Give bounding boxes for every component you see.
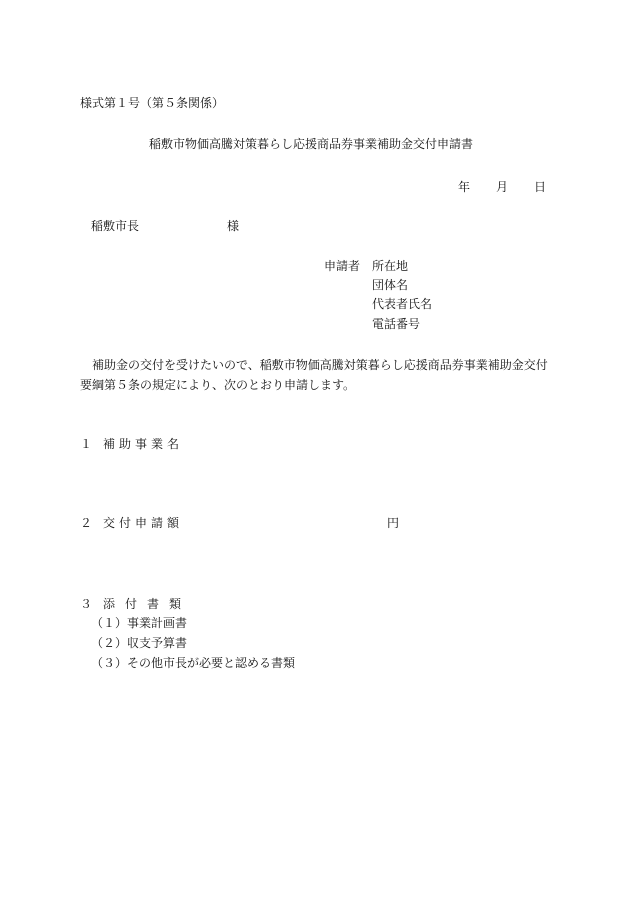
body-text-line-1: 補助金の交付を受けたいので、稲敷市物価高騰対策暮らし応援商品券事業補助金交付 (92, 358, 548, 372)
item-1-number: １ (80, 437, 93, 451)
item-2-number: ２ (80, 516, 93, 530)
attachment-item: （３）その他市長が必要と認める書類 (91, 656, 296, 670)
item-2-label: 交付申請額 (103, 516, 184, 530)
item-2-unit: 円 (387, 516, 400, 530)
applicant-organization-label: 団体名 (372, 278, 409, 292)
item-3-label: 添付書類 (103, 597, 192, 611)
applicant-phone-label: 電話番号 (372, 317, 421, 331)
applicant-address-label: 所在地 (372, 259, 409, 273)
form-number: 様式第１号（第５条関係） (80, 96, 225, 110)
attachment-item: （１）事業計画書 (91, 616, 188, 630)
applicant-representative-label: 代表者氏名 (372, 297, 433, 311)
date-year: 年 (458, 180, 471, 194)
item-3-number: ３ (80, 597, 93, 611)
date-day: 日 (534, 180, 547, 194)
addressee-honorific: 様 (227, 219, 240, 233)
date-month: 月 (496, 180, 509, 194)
applicant-label: 申請者 (324, 259, 361, 273)
attachment-item: （２）収支予算書 (91, 636, 188, 650)
item-1-label: 補助事業名 (103, 437, 184, 451)
addressee-name: 稲敷市長 (91, 219, 140, 233)
document-title: 稲敷市物価高騰対策暮らし応援商品券事業補助金交付申請書 (149, 137, 474, 151)
body-text-line-2: 要綱第５条の規定により、次のとおり申請します。 (80, 378, 356, 392)
